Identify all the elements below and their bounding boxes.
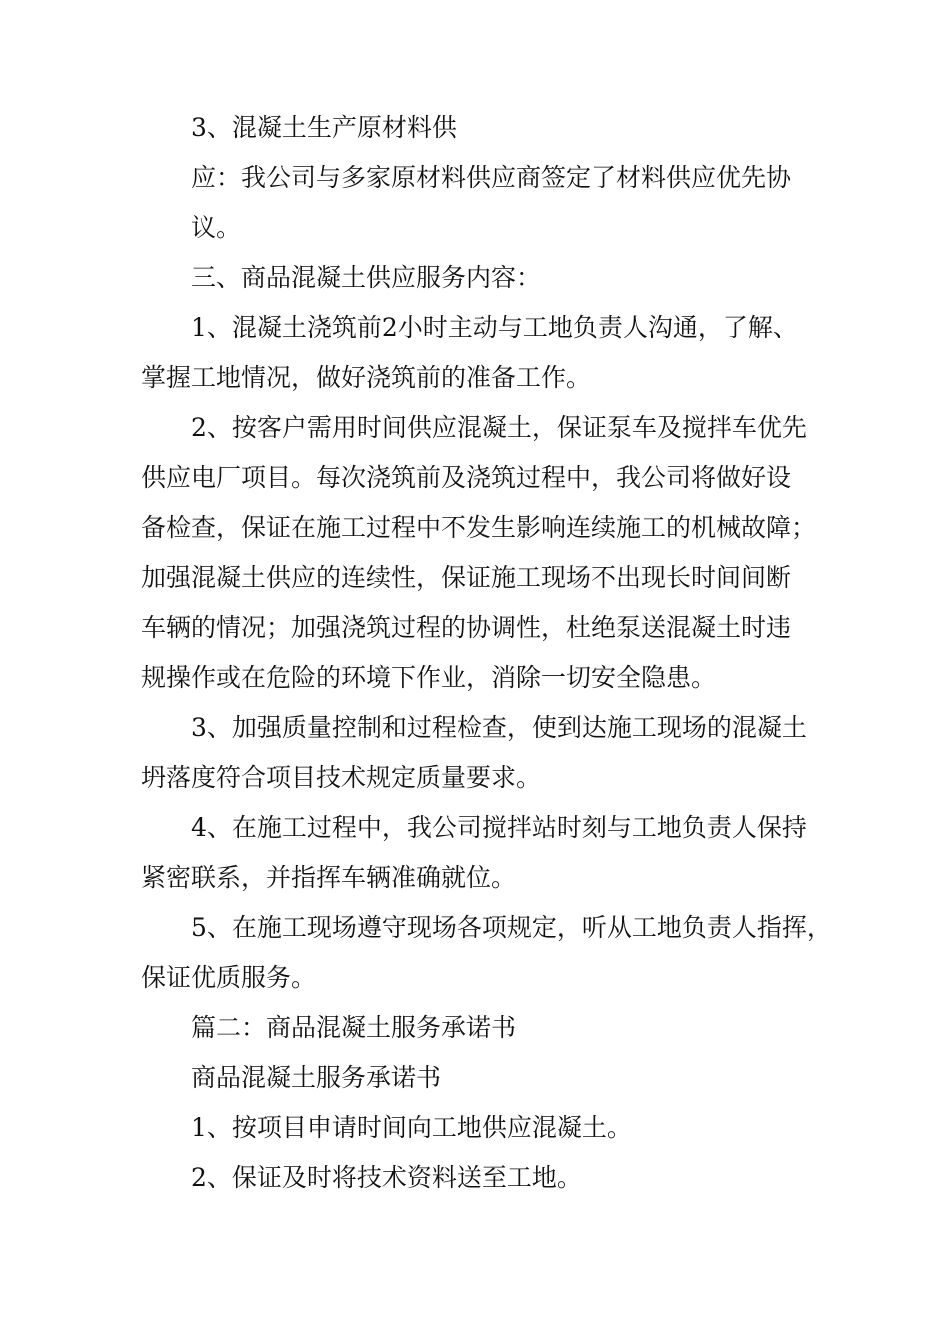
text-line: 议。	[191, 213, 242, 242]
text-line: 车辆的情况；加强浇筑过程的协调性，杜绝泵送混凝土时违	[141, 613, 792, 642]
text-line: 1、按项目申请时间向工地供应混凝土。	[191, 1113, 632, 1142]
text-line: 加强混凝土供应的连续性，保证施工现场不出现长时间间断	[141, 563, 792, 592]
section-heading: 三、商品混凝土供应服务内容：	[191, 263, 542, 292]
text-line: 3、混凝土生产原材料供	[191, 113, 457, 142]
text-line: 2、按客户需用时间供应混凝土，保证泵车及搅拌车优先	[191, 413, 807, 442]
text-line: 坍落度符合项目技术规定质量要求。	[141, 763, 542, 792]
section-heading: 篇二：商品混凝土服务承诺书	[191, 1013, 517, 1042]
text-line: 供应电厂项目。每次浇筑前及浇筑过程中，我公司将做好设	[141, 463, 792, 492]
text-line: 保证优质服务。	[141, 963, 317, 992]
text-line: 3、加强质量控制和过程检查，使到达施工现场的混凝土	[191, 713, 807, 742]
text-line: 1、混凝土浇筑前2小时主动与工地负责人沟通，了解、	[191, 313, 798, 342]
text-line: 应：我公司与多家原材料供应商签定了材料供应优先协	[191, 163, 792, 192]
text-line: 4、在施工过程中，我公司搅拌站时刻与工地负责人保持	[191, 813, 807, 842]
document-title: 商品混凝土服务承诺书	[191, 1063, 442, 1092]
text-line: 掌握工地情况，做好浇筑前的准备工作。	[141, 363, 592, 392]
text-line: 5、在施工现场遵守现场各项规定，听从工地负责人指挥，	[191, 913, 832, 942]
text-line: 备检查，保证在施工过程中不发生影响连续施工的机械故障；	[141, 513, 817, 542]
text-line: 紧密联系，并指挥车辆准确就位。	[141, 863, 517, 892]
text-line: 规操作或在危险的环境下作业，消除一切安全隐患。	[141, 663, 717, 692]
text-line: 2、保证及时将技术资料送至工地。	[191, 1163, 582, 1192]
